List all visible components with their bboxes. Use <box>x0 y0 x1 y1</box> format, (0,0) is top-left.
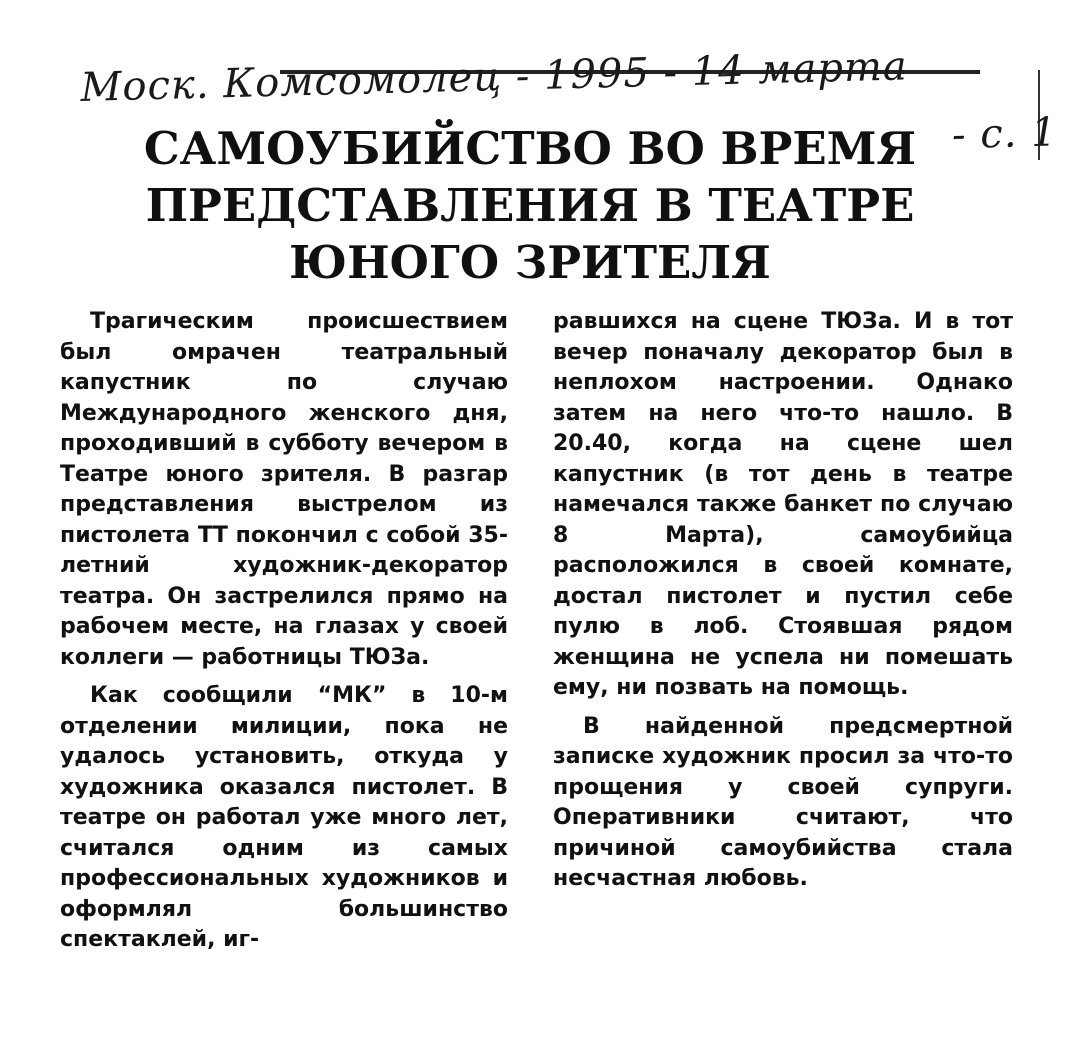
paragraph: Как сообщили “МК” в 10-м отделении милиции, пока не удалось установить, откуда у художника оказался пистолет. В театре он работал уже много лет, считался одним из самых профессиональных художников и оформлял большинство спектаклей, иг- <box>60 683 508 952</box>
handwritten-source-note <box>79 43 1059 159</box>
handwritten-page: - с. 1 <box>951 109 1059 159</box>
article-column-left <box>60 307 508 964</box>
paragraph: равшихся на сцене ТЮЗа. И в тот вечер поначалу декоратор был в неплохом настроении. Однако затем на него что-то нашло. В 20.40, когда на сцене шел капустник (в тот день в театре намечался также банкет по случаю 8 Марта), самоубийца расположился в своей комнате, достал пистолет и пустил себе пулю в лоб. Стоявшая рядом женщина не успела ни помешать ему, ни позвать на помощь. <box>553 309 1013 700</box>
article-column-right <box>553 307 1013 903</box>
paragraph: В найденной предсмертной записке художник просил за что-то прощения у своей супруги. Оперативники считают, что причиной самоубийства стала несчастная любовь. <box>553 713 1013 891</box>
paragraph: Трагическим происшествием был омрачен театральный капустник по случаю Международного женского дня, проходивший в субботу вечером в Театре юного зрителя. В разгар представления выстрелом из пистолета ТТ покончил с собой 35-летний художник-декоратор театра. Он застрелился прямо на рабочем месте, на глазах у своей коллеги — работницы ТЮЗа. <box>60 309 508 670</box>
handwritten-source: Моск. Комсомолец - 1995 - 14 марта <box>79 43 909 111</box>
article-headline: САМОУБИЙСТВО ВО ВРЕМЯ ПРЕДСТАВЛЕНИЯ В ТЕАТРЕ ЮНОГО ЗРИТЕЛЯ <box>143 122 917 289</box>
